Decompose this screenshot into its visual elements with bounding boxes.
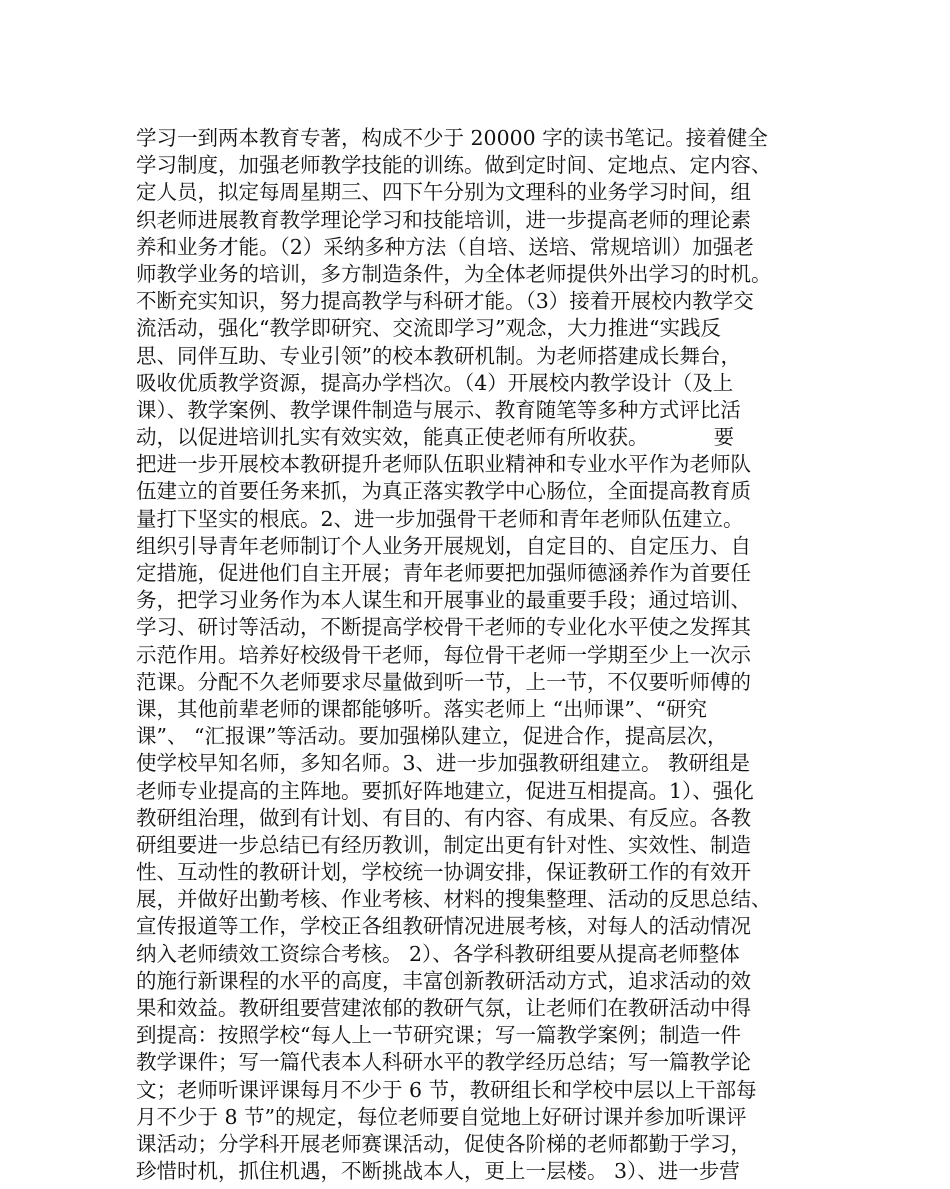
text-line: 定人员，拟定每周星期三、四下午分别为文理科的业务学习时间，组 (136, 180, 751, 205)
text-line: 课”、 “汇报课”等活动。要加强梯队建立，促进合作，提高层次， (136, 724, 728, 749)
text-line: 思、同伴互助、专业引领”的校本教研机制。为老师搭建成长舞台， (136, 343, 741, 368)
text-line: 教学课件；写一篇代表本人科研水平的教学经历总结；写一篇教学论 (136, 1050, 751, 1075)
text-line: 使学校早知名师，多知名师。3、进一步加强教研组建立。 教研组是 (136, 751, 751, 776)
text-line: 不断充实知识，努力提高教学与科研才能。（3）接着开展校内教学交 (136, 289, 754, 314)
text-line: 展，并做好出勤考核、作业考核、材料的搜集整理、活动的反思总结、 (136, 887, 772, 912)
text-line: 组织引导青年老师制订个人业务开展规划，自定目的、自定压力、自 (136, 533, 751, 558)
text-line: 纳入老师绩效工资综合考核。 2）、各学科教研组要从提高老师整体 (136, 941, 740, 966)
text-line: 织老师进展教育教学理论学习和技能培训，进一步提高老师的理论素 (136, 207, 751, 232)
text-line: 老师专业提高的主阵地。要抓好阵地建立，促进互相提高。1）、强化 (136, 778, 754, 803)
text-line: 务，把学习业务作为本人谋生和开展事业的最重要手段；通过培训、 (136, 588, 751, 613)
text-line: 量打下坚实的根底。2、进一步加强骨干老师和青年老师队伍建立。 (136, 506, 744, 531)
text-line: 的施行新课程的水平的高度，丰富创新教研活动方式，追求活动的效 (136, 968, 751, 993)
text-line: 课活动；分学科开展老师赛课活动，促使各阶梯的老师都勤于学习， (136, 1131, 751, 1156)
text-line: 示范作用。培养好校级骨干老师，每位骨干老师一学期至少上一次示 (136, 642, 751, 667)
text-line: 宣传报道等工作，学校正各组教研情况进展考核，对每人的活动情况 (136, 914, 751, 939)
text-line: 把进一步开展校本教研提升老师队伍职业精神和专业水平作为老师队 (136, 452, 751, 477)
text-line: 流活动，强化“教学即研究、交流即学习”观念，大力推进“实践反 (136, 316, 721, 341)
body-text (136, 125, 816, 1185)
text-line: 珍惜时机，抓住机遇，不断挑战本人，更上一层楼。 3）、进一步营 (136, 1159, 740, 1184)
text-line: 动，以促进培训扎实有效实效，能真正使老师有所收获。 要 (136, 425, 735, 450)
text-line: 范课。分配不久老师要求尽量做到听一节，上一节，不仅要听师傅的 (136, 669, 751, 694)
text-line: 师教学业务的培训，多方制造条件，为全体老师提供外出学习的时机。 (136, 261, 772, 286)
text-line: 学习一到两本教育专著，构成不少于 20000 字的读书笔记。接着健全 (136, 126, 768, 150)
text-line: 文；老师听课评课每月不少于 6 节，教研组长和学校中层以上干部每 (136, 1077, 757, 1102)
text-line: 课，其他前辈老师的课都能够听。落实老师上 “出师课”、“研究 (136, 696, 707, 721)
text-line: 学习制度，加强老师教学技能的训练。做到定时间、定地点、定内容、 (136, 153, 772, 178)
text-line: 果和效益。教研组要营建浓郁的教研气氛，让老师们在教研活动中得 (136, 996, 751, 1020)
text-line: 性、互动性的教研计划，学校统一协调安排，保证教研工作的有效开 (136, 860, 751, 885)
text-line: 教研组治理，做到有计划、有目的、有内容、有成果、有反应。各教 (136, 805, 751, 830)
text-line: 养和业务才能。（2）采纳多种方法（自培、送培、常规培训）加强老 (136, 234, 754, 259)
text-line: 研组要进一步总结已有经历教训，制定出更有针对性、实效性、制造 (136, 832, 751, 857)
text-line: 学习、研讨等活动，不断提高学校骨干老师的专业化水平使之发挥其 (136, 615, 751, 640)
text-line: 吸收优质教学资源，提高办学档次。（4）开展校内教学设计（及上 (136, 370, 734, 395)
text-line: 月不少于 8 节”的规定，每位老师要自觉地上好研讨课并参加听课评 (136, 1104, 747, 1129)
text-line: 课）、教学案例、教学课件制造与展示、教育随笔等多种方式评比活 (136, 397, 741, 422)
text-line: 到提高：按照学校“每人上一节研究课；写一篇教学案例；制造一件 (136, 1023, 741, 1048)
text-line: 定措施，促进他们自主开展；青年老师要把加强师德涵养作为首要任 (136, 561, 751, 585)
text-line: 伍建立的首要任务来抓，为真正落实教学中心肠位，全面提高教育质 (136, 479, 751, 504)
